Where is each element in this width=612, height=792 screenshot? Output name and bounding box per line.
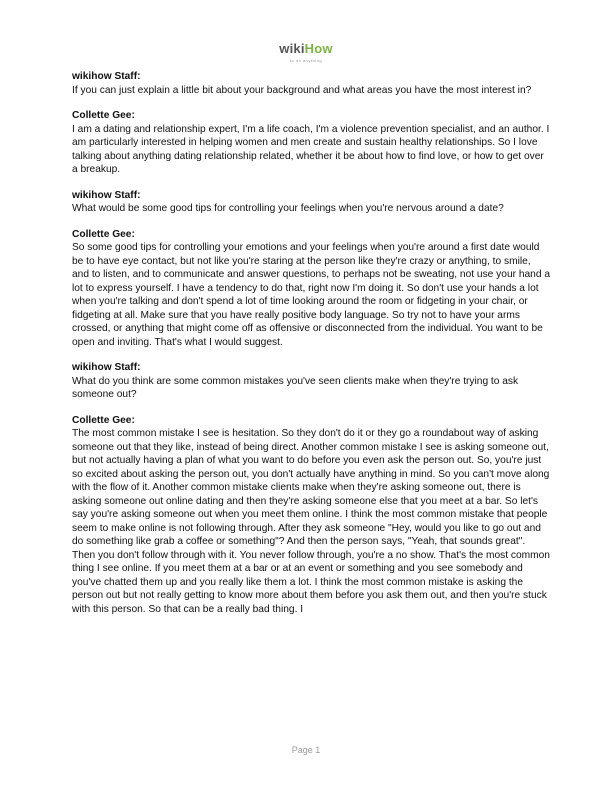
speaker-text: The most common mistake I see is hesitation. So they don't do it or they go a roundabout way of asking someone out that they like, instead of being direct. Another common mistake I see is asking someone out, but not actually having a plan of what you want to do before you even ask the person out. So, you're just so excited about asking the person out, you don't actually have anything in mind. So you can't move along with the flow of it. Another common mistake clients make when they're asking someone out, there is asking someone out online dating and then they're asking someone else that you meet at a bar. So let's say you're asking someone out when you meet them online. I think the most common mistake that people seem to make online is not following through. After they ask someone "Hey, would you like to go out and do something like grab a coffee or something"? And then the person says, "Yeah, that sounds great". Then you don't follow through with it. You never follow through, you're a no show. That's the most common thing I see online. If you meet them at a bar or at an event or something and you see somebody and you've chatted them up and you really like them a lot. I think the most common mistake is asking the person out but not really getting to know more about them before you ask them out, and then you're stuck with this person. So that can be a really bad thing. I <box>72 428 550 615</box>
interview-block <box>72 189 550 216</box>
logo-tagline: to do anything <box>289 58 323 63</box>
speaker-text: I am a dating and relationship expert, I'm a life coach, I'm a violence prevention specialist, and an author. I am particularly interested in helping women and men create and sustain healthy relationships. So I love talking about anything dating relationship related, whether it be about how to find love, or how to get over a breakup. <box>72 123 550 175</box>
interview-transcript <box>72 70 550 628</box>
speaker-text: What would be some good tips for controlling your feelings when you're nervous around a date? <box>72 203 504 214</box>
speaker-label: wikihow Staff: <box>72 71 141 82</box>
logo-how: How <box>304 41 333 56</box>
interview-block <box>72 414 550 617</box>
speaker-text: So some good tips for controlling your emotions and your feelings when you're around a first date would be to have eye contact, but not like you're staring at the person like they're crazy or anything, to smile, and to listen, and to communicate and answer questions, to perhaps not be sweating, not use your hand a lot to express yourself. I have a tendency to do that, right now I'm doing it. So don't use your hands a lot when you're talking and don't spend a lot of time looking around the room or fidgeting in your chair, or fidgeting at all. Make sure that you have really positive body language. So try not to have your arms crossed, or anything that might come off as offensive or disconnected from the individual. You want to be open and inviting. That's what I would suggest. <box>72 242 550 348</box>
speaker-text: What do you think are some common mistakes you've seen clients make when they're trying to ask someone out? <box>72 375 519 400</box>
logo-wiki: wiki <box>279 41 305 56</box>
interview-block <box>72 70 550 97</box>
speaker-label: wikihow Staff: <box>72 189 141 201</box>
speaker-label: Collette Gee: <box>72 414 135 426</box>
page-number: Page 1 <box>291 745 321 755</box>
wikihow-logo <box>0 40 612 63</box>
speaker-label: wikihow Staff: <box>72 362 141 373</box>
speaker-label: Collette Gee: <box>72 228 135 240</box>
interview-block <box>72 109 550 177</box>
interview-block <box>72 228 550 350</box>
speaker-label: Collette Gee: <box>72 110 135 121</box>
speaker-text: If you can just explain a little bit about your background and what areas you have the most interest in? <box>72 84 532 96</box>
interview-block <box>72 361 550 402</box>
logo-wordmark <box>279 41 332 56</box>
